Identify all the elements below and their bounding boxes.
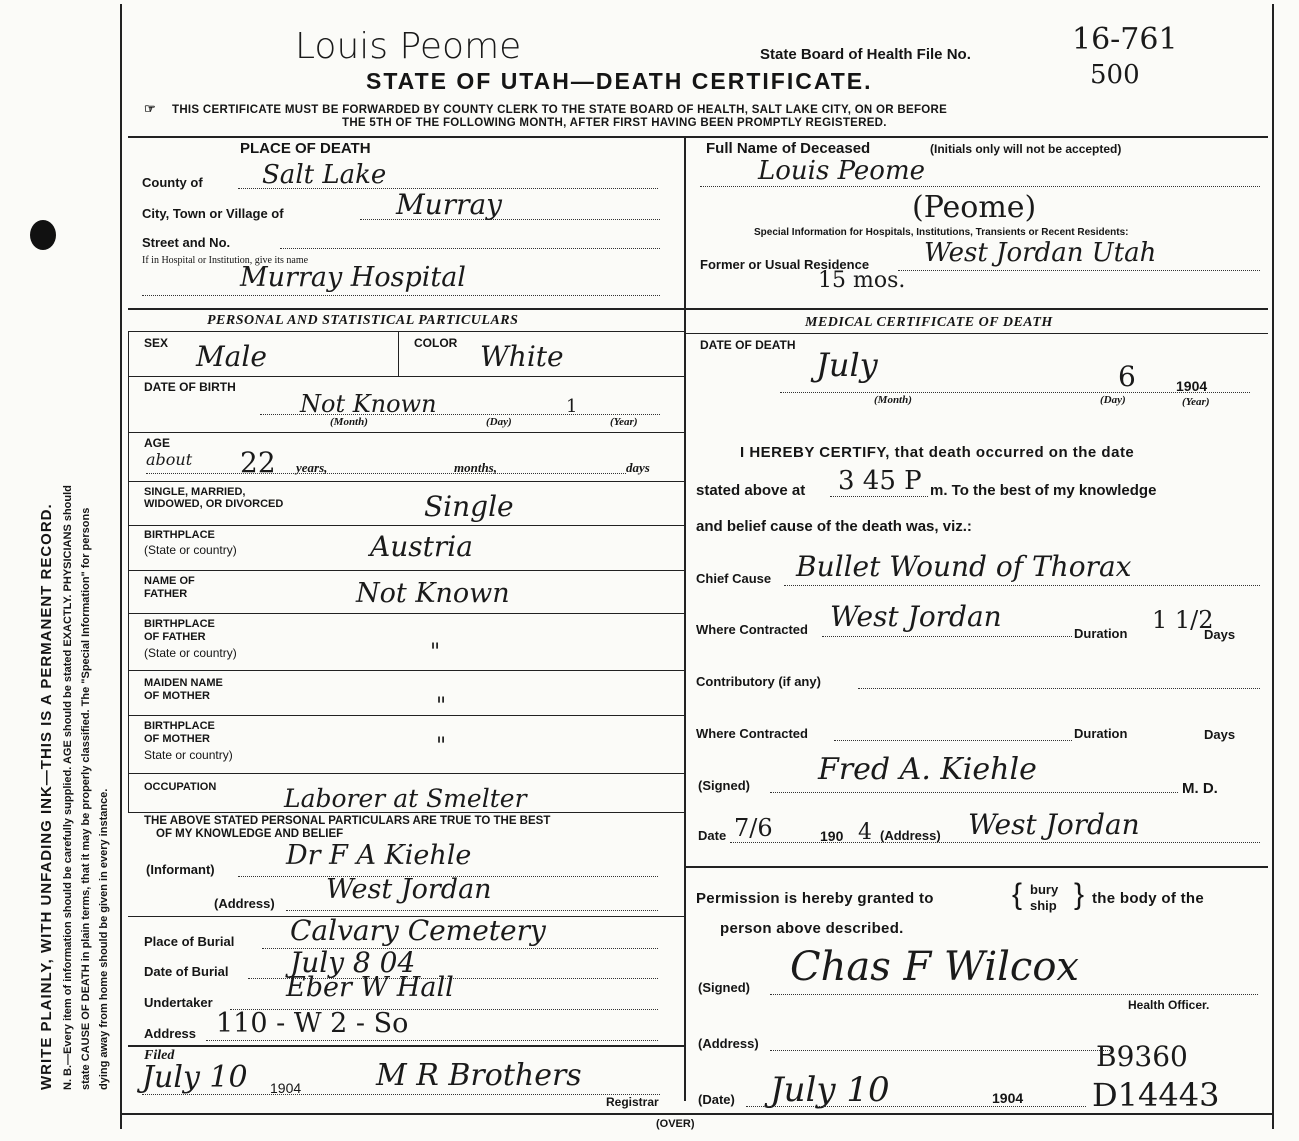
cert-date-line (730, 842, 1260, 843)
row-line (128, 376, 684, 377)
row-line (128, 773, 684, 774)
frame-left (120, 4, 122, 1129)
personal-heading-line (128, 331, 684, 332)
registrar-label: Registrar (606, 1095, 659, 1109)
contributory-line (858, 688, 1260, 689)
undertaker-address-line (206, 1040, 658, 1041)
filed-value: July 10 (142, 1060, 248, 1095)
father-value: Not Known (356, 578, 510, 609)
marital-label-1: SINGLE, MARRIED, (144, 486, 246, 498)
permission-divider (686, 866, 1268, 868)
sex-value: Male (196, 340, 267, 373)
years-label: years, (296, 460, 328, 475)
informant-value: Dr F A Kiehle (286, 840, 472, 871)
cert-date-year-prefix: 190 (820, 828, 844, 844)
birthplace-label: BIRTHPLACE (144, 529, 215, 541)
county-label: County of (142, 175, 203, 190)
permission-text-c: person above described. (720, 920, 904, 937)
health-date-line (746, 1106, 1086, 1107)
dod-day-label: (Day) (1100, 394, 1126, 406)
stamp-b: B9360 (1096, 1040, 1188, 1073)
chief-cause-line (784, 585, 1260, 586)
age-about: about (146, 450, 193, 469)
health-address-line (770, 1050, 1110, 1051)
health-date-value: July 10 (770, 1070, 890, 1110)
birthplace-value: Austria (370, 530, 473, 563)
sex-color-divider (398, 332, 399, 376)
county-value: Salt Lake (262, 160, 387, 190)
hospital-line (142, 295, 660, 296)
undertaker-label: Undertaker (144, 995, 213, 1010)
personal-left-border (128, 332, 129, 812)
dob-label: DATE OF BIRTH (144, 380, 236, 394)
brace-right: } (1074, 878, 1085, 911)
health-officer-signature: Chas F Wilcox (790, 944, 1079, 990)
health-date-label: (Date) (698, 1092, 735, 1107)
signed-label: (Signed) (698, 778, 750, 793)
filed-label: Filed (144, 1048, 175, 1063)
deceased-name-line (700, 186, 1260, 187)
age-value: 22 (240, 446, 276, 479)
chief-cause-label: Chief Cause (696, 571, 772, 586)
certify-time-line (830, 496, 928, 497)
burial-date-value: July 8 04 (290, 946, 416, 979)
notice-line-1: THIS CERTIFICATE MUST BE FORWARDED BY COUNTY CLERK TO THE STATE BOARD OF HEALTH, SALT LAKE CITY, ON OR BEFORE (172, 104, 948, 116)
stamp-d: D14443 (1092, 1076, 1220, 1114)
dob-day-label: (Day) (486, 416, 512, 428)
mother-bp-label-3: State or country) (144, 748, 233, 762)
where-contracted-2-label: Where Contracted (696, 726, 808, 741)
cert-address-value: West Jordan (968, 808, 1140, 841)
mother-value: " (436, 694, 447, 719)
registrar-value: M R Brothers (376, 1058, 582, 1093)
age-label: AGE (144, 436, 171, 450)
months-label: months, (454, 460, 497, 475)
chief-cause-value: Bullet Wound of Thorax (796, 550, 1132, 583)
dod-month: July (816, 346, 878, 384)
burial-place-label: Place of Burial (144, 934, 235, 949)
duration-1-value: 1 1/2 (1152, 606, 1214, 634)
file-number-sub: 500 (1090, 60, 1140, 90)
informant-address-label: (Address) (214, 896, 275, 911)
where-contracted-1-value: West Jordan (830, 600, 1002, 633)
mother-bp-value: " (436, 734, 447, 759)
contributory-label: Contributory (if any) (696, 674, 821, 689)
filed-divider (128, 1045, 684, 1047)
father-bp-value: " (430, 640, 441, 665)
row-line (128, 432, 684, 433)
deceased-name-value: Louis Peome (758, 156, 925, 186)
margin-note-2: state CAUSE OF DEATH in plain terms, that it may be properly classified. The "Special Information" for persons (80, 507, 92, 1090)
days-2-label: Days (1204, 727, 1236, 742)
margin-instruction-main: WRITE PLAINLY, WITH UNFADING INK—THIS IS A PERMANENT RECORD. (38, 503, 55, 1090)
father-bp-label-2: OF FATHER (144, 631, 206, 643)
cert-date-value: 7/6 (734, 814, 773, 842)
column-divider (684, 136, 686, 1101)
margin-note-3: dying away from home should be given in every instance. (98, 788, 110, 1090)
street-label: Street and No. (142, 235, 231, 250)
color-label: COLOR (414, 336, 458, 350)
mother-label-2: OF MOTHER (144, 690, 210, 702)
row-line (128, 715, 684, 716)
certify-line-2b: m. To the best of my knowledge (930, 482, 1157, 499)
undertaker-value: Eber W Hall (286, 972, 454, 1003)
pointing-hand-icon: ☞ (144, 101, 156, 116)
informant-label: (Informant) (146, 862, 215, 877)
mother-label-1: MAIDEN NAME (144, 677, 223, 689)
health-signed-line (770, 994, 1258, 995)
duration-2-label: Duration (1074, 726, 1128, 741)
age-line (146, 473, 626, 474)
city-value: Murray (396, 188, 502, 221)
permission-text-a: Permission is hereby granted to (696, 890, 934, 907)
marital-value: Single (424, 490, 514, 523)
residence-line (898, 270, 1260, 271)
health-address-label: (Address) (698, 1036, 759, 1051)
place-heading: PLACE OF DEATH (240, 140, 371, 157)
cert-address-label: (Address) (880, 828, 941, 843)
personal-heading: PERSONAL AND STATISTICAL PARTICULARS (207, 313, 519, 328)
signed-line (770, 792, 1178, 793)
days-label: days (626, 460, 650, 475)
dob-month-label: (Month) (330, 416, 368, 428)
above-stated-line-2: OF MY KNOWLEDGE AND BELIEF (156, 828, 344, 840)
medical-heading: MEDICAL CERTIFICATE OF DEATH (805, 315, 1053, 330)
dob-value: Not Known (300, 390, 437, 418)
informant-address-line (286, 910, 658, 911)
medical-heading-line (686, 333, 1268, 334)
row-line (128, 613, 684, 614)
dod-month-label: (Month) (874, 394, 912, 406)
father-label-2: FATHER (144, 588, 188, 600)
hospital-label: If in Hospital or Institution, give its name (142, 255, 309, 266)
dob-year-label: (Year) (610, 416, 638, 428)
header-divider (128, 136, 1268, 138)
notice-line-2: THE 5TH OF THE FOLLOWING MONTH, AFTER FIRST HAVING BEEN PROMPTLY REGISTERED. (342, 117, 887, 129)
above-stated-line-1: THE ABOVE STATED PERSONAL PARTICULARS ARE TRUE TO THE BEST (144, 815, 551, 827)
cert-date-label: Date (698, 828, 727, 843)
row-line (128, 525, 684, 526)
dod-line (780, 392, 1250, 393)
street-line (280, 248, 660, 249)
marital-label-2: WIDOWED, OR DIVORCED (144, 498, 284, 510)
permission-text-b: the body of the (1092, 890, 1204, 907)
dod-year-label: (Year) (1182, 396, 1210, 408)
dod-label: DATE OF DEATH (700, 338, 796, 352)
mother-bp-label-2: OF MOTHER (144, 733, 210, 745)
father-label-1: NAME OF (144, 575, 195, 587)
where-contracted-1-label: Where Contracted (696, 622, 808, 637)
burial-place-value: Calvary Cemetery (290, 914, 546, 947)
birthplace-sub: (State or country) (144, 543, 237, 557)
certify-line-1: I HEREBY CERTIFY, that death occurred on the date (740, 444, 1135, 461)
bury-option: bury (1030, 882, 1059, 897)
health-date-year: 1904 (992, 1090, 1024, 1106)
certificate-title: STATE OF UTAH—DEATH CERTIFICATE. (366, 68, 873, 94)
undertaker-address-value: 110 - W 2 - So (216, 1008, 409, 1039)
occupation-value: Laborer at Smelter (284, 784, 527, 813)
filed-line (142, 1094, 660, 1095)
over-label: (OVER) (656, 1118, 695, 1130)
dob-mark: 1 (566, 396, 578, 417)
informant-address-value: West Jordan (326, 874, 492, 905)
residence-label: Former or Usual Residence (700, 257, 870, 272)
section-divider (128, 308, 1268, 310)
health-signed-label: (Signed) (698, 980, 750, 995)
row-line (128, 670, 684, 671)
brace-left: { (1012, 878, 1023, 911)
duration-1-label: Duration (1074, 626, 1128, 641)
where-contracted-2-line (834, 740, 1072, 741)
physician-signature: Fred A. Kiehle (818, 752, 1037, 787)
certify-line-3: and belief cause of the death was, viz.: (696, 518, 972, 535)
deceased-name-label: Full Name of Deceased (706, 140, 871, 157)
cert-date-year-suffix: 4 (858, 820, 872, 845)
deceased-name-note: (Initials only will not be accepted) (930, 142, 1122, 156)
special-info-label: Special Information for Hospitals, Institutions, Transients or Recent Residents: (754, 227, 1129, 238)
margin-note-1: N. B.—Every item of information should be carefully supplied. AGE should be stated EXACTLY. PHYSICIANS should (62, 485, 74, 1090)
days-1-label: Days (1204, 627, 1236, 642)
father-bp-label-1: BIRTHPLACE (144, 618, 215, 630)
dod-year: 1904 (1176, 378, 1208, 394)
mother-bp-label-1: BIRTHPLACE (144, 720, 215, 732)
occupation-label: OCCUPATION (144, 781, 217, 793)
where-contracted-1-line (822, 636, 1072, 637)
certify-time: 3 45 P (838, 466, 922, 496)
residence-duration: 15 mos. (818, 268, 906, 293)
file-number-label: State Board of Health File No. (760, 46, 971, 63)
dob-line (260, 414, 660, 415)
handwritten-name-top: Louis Peome (295, 26, 522, 67)
father-bp-label-3: (State or country) (144, 646, 237, 660)
hospital-value: Murray Hospital (240, 262, 466, 293)
color-value: White (480, 340, 564, 373)
md-label: M. D. (1182, 780, 1218, 797)
health-officer-label: Health Officer. (1128, 998, 1210, 1012)
frame-right (1272, 4, 1274, 1129)
certify-line-2a: stated above at (696, 482, 806, 499)
deceased-name-alt: (Peome) (912, 190, 1037, 225)
punch-hole (30, 220, 56, 250)
row-line (128, 481, 684, 482)
burial-date-label: Date of Burial (144, 964, 229, 979)
sex-label: SEX (144, 336, 169, 350)
undertaker-address-label: Address (144, 1026, 197, 1041)
row-line (128, 570, 684, 571)
dod-day: 6 (1118, 360, 1136, 393)
filed-year: 1904 (270, 1080, 302, 1096)
residence-value: West Jordan Utah (924, 238, 1157, 268)
city-label: City, Town or Village of (142, 206, 284, 221)
ship-option: ship (1030, 898, 1057, 913)
file-number-value: 16-761 (1072, 22, 1178, 57)
